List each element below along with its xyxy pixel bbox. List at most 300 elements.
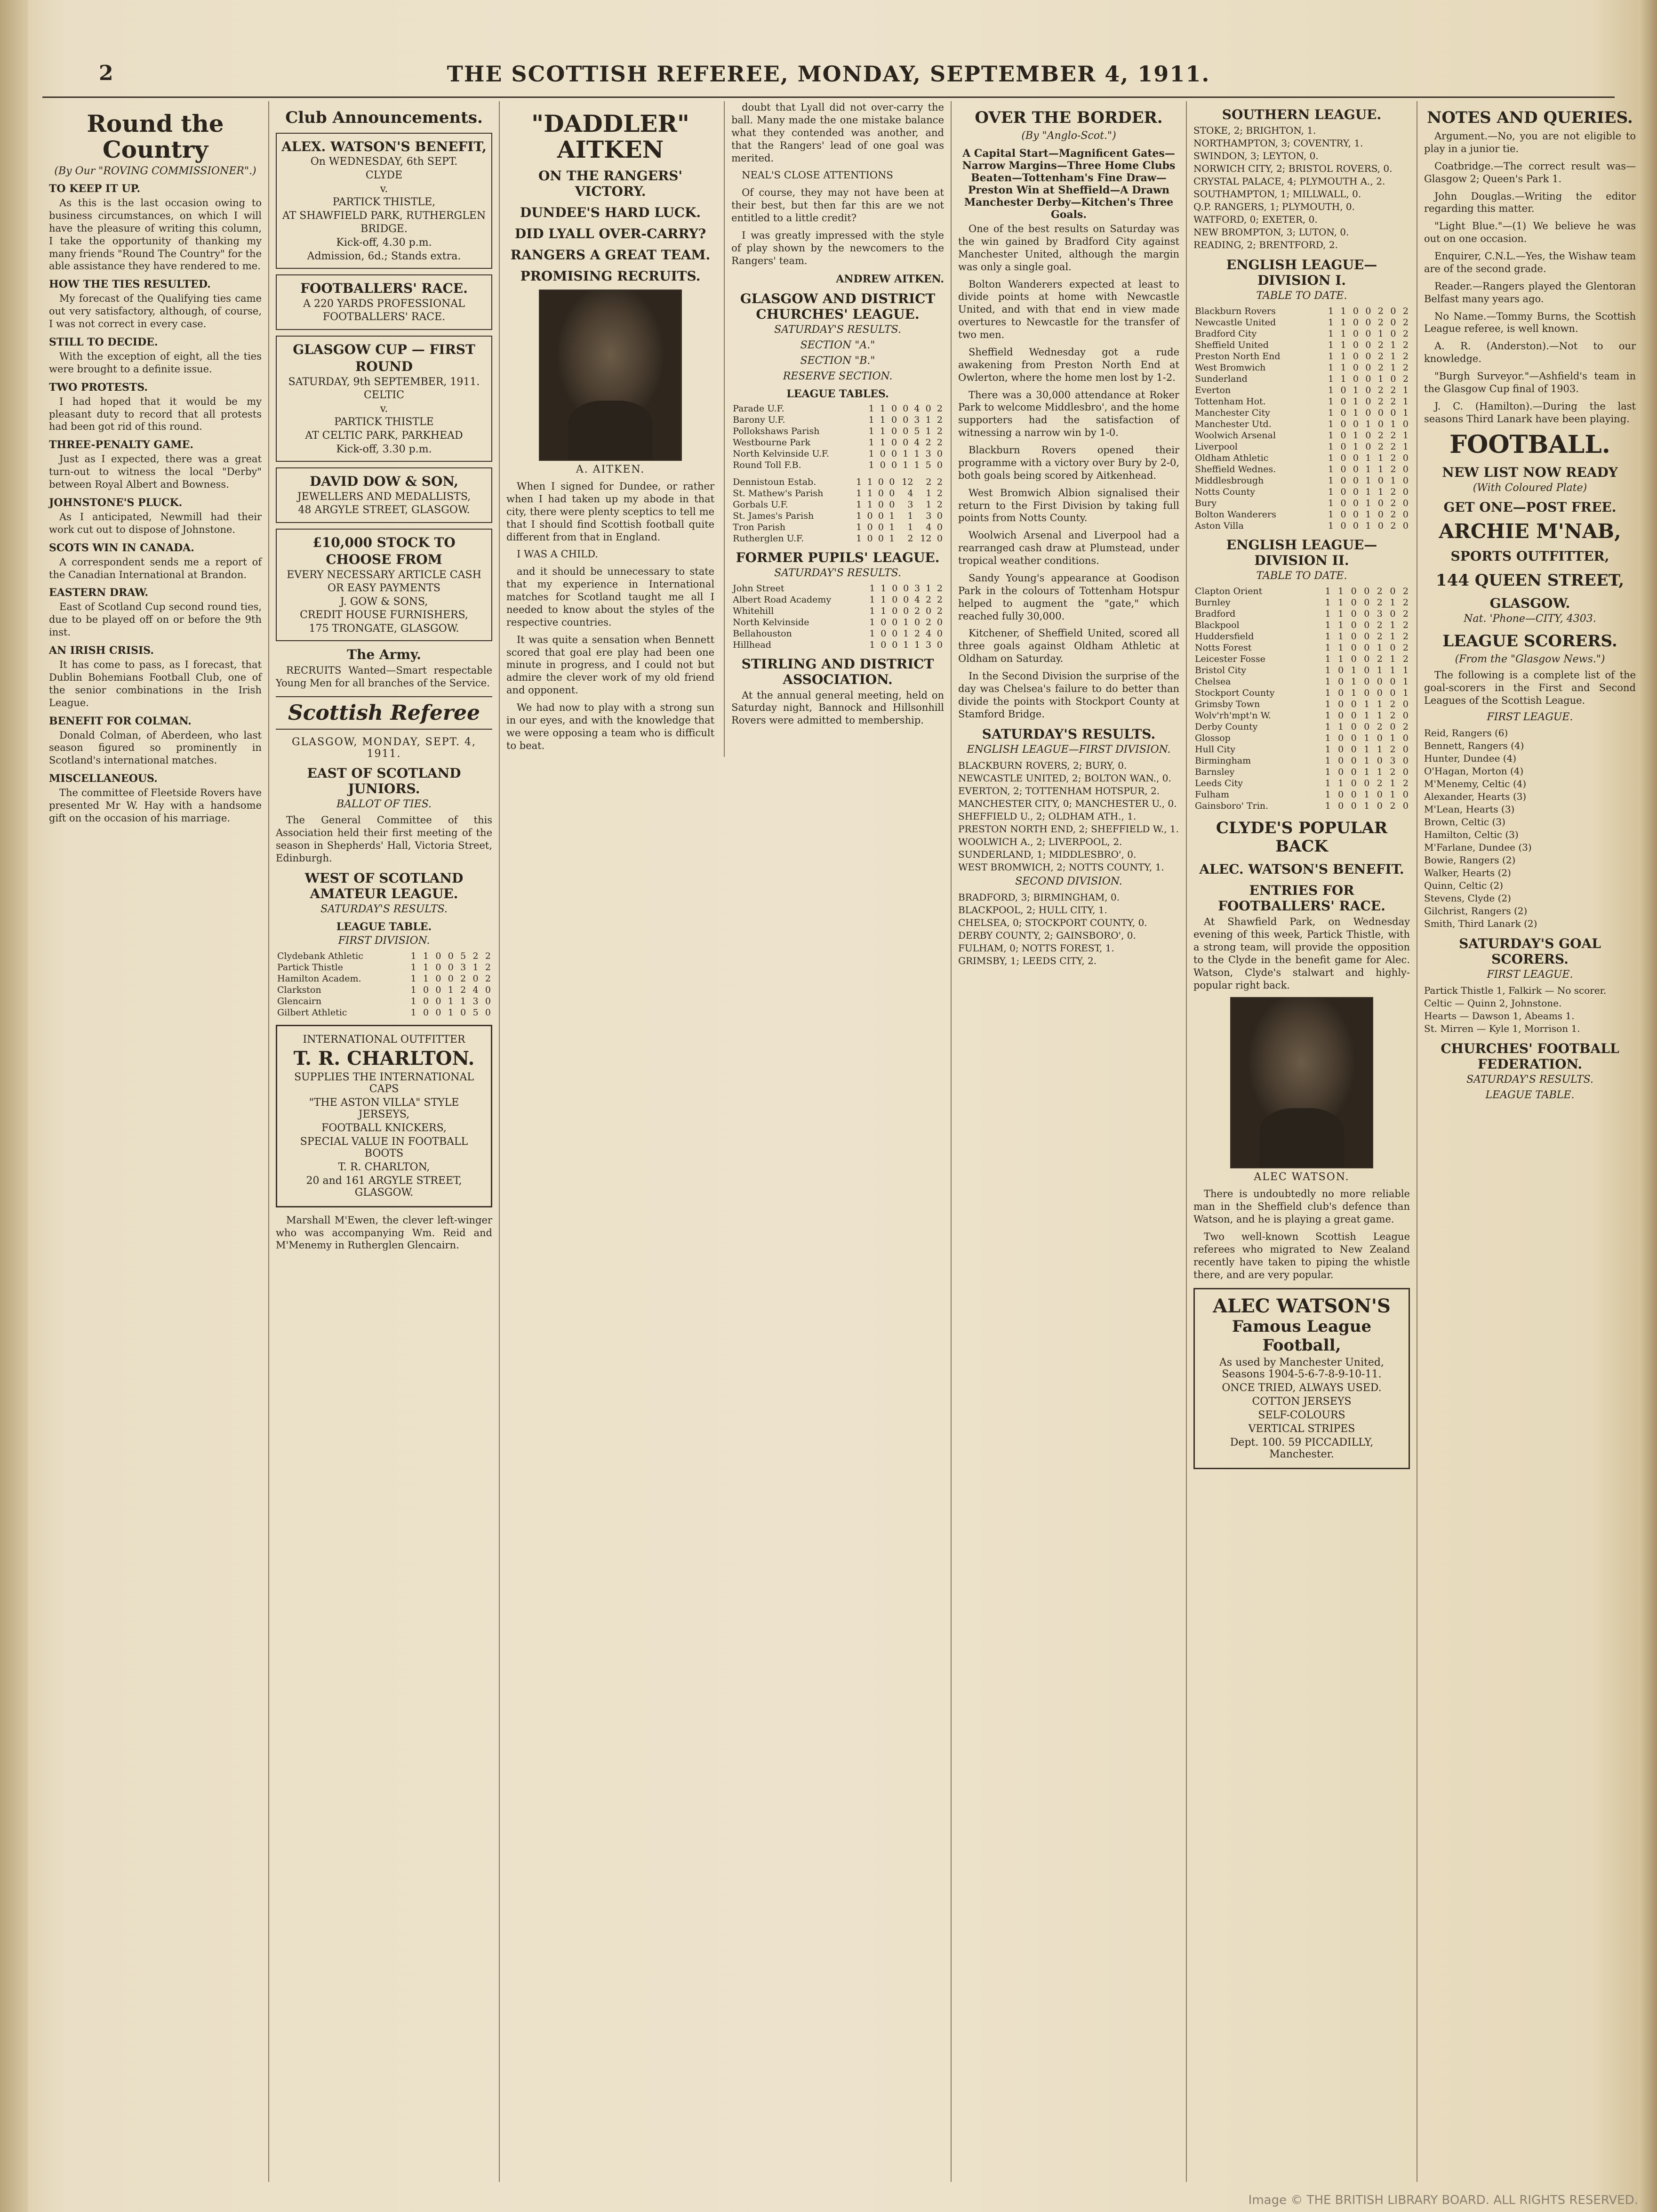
stat-cell: 2 [1402, 654, 1409, 664]
stat-cell: 0 [1351, 789, 1357, 800]
table-row [731, 594, 944, 605]
stat-cell: 0 [937, 617, 943, 627]
stat-cell: 0 [1365, 329, 1371, 339]
stat-cell: 0 [1402, 710, 1409, 721]
stat-cell: 0 [1353, 306, 1359, 316]
stat-cell: 0 [1402, 744, 1409, 755]
army-heading: The Army. [347, 647, 421, 663]
column-over-the-border [951, 101, 1186, 2182]
aitken-subtitle: ON THE RANGERS' VICTORY. [538, 168, 683, 199]
table-row [1193, 778, 1410, 789]
table-row [1193, 385, 1410, 396]
stat-cell: 1 [868, 403, 874, 414]
team-cell: Albert Road Academy [733, 594, 832, 605]
stat-cell: 0 [1364, 609, 1370, 619]
team-cell: Leeds City [1195, 778, 1243, 788]
stat-cell: 1 [914, 459, 920, 470]
stat-cell: 1 [1340, 329, 1346, 339]
article-paragraph: Of course, they may not have been at their best, but then far this are we not entitled to a little credit? [731, 187, 944, 224]
stat-cell: 4 [472, 984, 479, 995]
stat-cell: 0 [878, 510, 884, 521]
stat-cell: 1 [1328, 329, 1334, 339]
stat-cell: 5 [925, 459, 931, 470]
stat-cell: 1 [869, 583, 875, 594]
stat-cell: 0 [1402, 464, 1409, 475]
stat-cell: 1 [1377, 767, 1383, 777]
team-cell: St. Mathew's Parish [733, 488, 824, 499]
stat-cell: 1 [869, 617, 875, 627]
announcement-line: J. GOW & SONS, [340, 595, 428, 608]
stat-cell: 0 [1353, 374, 1359, 384]
stat-cell: 0 [1377, 498, 1384, 508]
team-cell: Middlesbrough [1195, 475, 1264, 486]
table-row [1193, 509, 1410, 520]
stat-cell: 1 [1390, 789, 1396, 800]
table-row [1193, 486, 1410, 498]
section-text: My forecast of the Qualifying ties came out very satisfactory, although, of course, I was not correct in every case. [49, 293, 262, 330]
stat-cell: 1 [925, 426, 931, 436]
stat-cell: 1 [1353, 442, 1359, 452]
table-row [276, 996, 492, 1007]
stat-cell: 0 [903, 403, 909, 414]
stat-cell: 2 [1377, 306, 1384, 316]
stat-cell: 1 [1364, 699, 1370, 709]
southern-heading: SOUTHERN LEAGUE. [1222, 107, 1382, 122]
stat-cell: 1 [1402, 442, 1409, 452]
note-entry: A. R. (Anderston).—Not to our knowledge. [1424, 340, 1636, 365]
table-row [276, 950, 492, 962]
stat-cell: 0 [460, 1007, 466, 1018]
stat-cell: 1 [1325, 643, 1331, 653]
table-row [1193, 687, 1410, 699]
div1-table [1193, 306, 1410, 531]
announcement-box [276, 529, 492, 642]
column-aitken [499, 101, 951, 2182]
stat-cell: 0 [891, 437, 897, 448]
stat-cell: 0 [892, 639, 898, 650]
stat-cell: 0 [423, 1007, 429, 1018]
stat-cell: 0 [1340, 521, 1346, 531]
table-row [1193, 597, 1410, 608]
stat-cell: 1 [1365, 453, 1371, 463]
article-paragraph: In the Second Division the surprise of the day was Chelsea's failure to do better than divide the points with Stockport County at Stamford Bridge. [958, 670, 1179, 720]
stat-cell: 1 [880, 437, 886, 448]
stat-cell: 1 [1325, 597, 1331, 608]
stat-cell: 1 [1390, 665, 1396, 676]
stat-cell: 1 [1338, 654, 1344, 664]
result-line: CRYSTAL PALACE, 4; PLYMOUTH A., 2. [1193, 176, 1385, 187]
stat-cell: 0 [878, 488, 884, 499]
referee-date: GLASGOW, MONDAY, SEPT. 4, 1911. [292, 736, 476, 760]
note-entry: John Douglas.—Writing the editor regarding this matter. [1424, 190, 1636, 215]
stat-cell: 0 [1390, 586, 1396, 596]
stat-cell: 0 [1377, 509, 1384, 520]
team-cell: St. James's Parish [733, 510, 814, 521]
stat-cell: 2 [1390, 767, 1396, 777]
stat-cell: 1 [903, 617, 909, 627]
stat-cell: 1 [1390, 351, 1396, 362]
stat-cell: 1 [903, 639, 909, 650]
announcement-line: AT SHAWFIELD PARK, RUTHERGLEN BRIDGE. [282, 209, 486, 235]
stat-cell: 0 [1390, 329, 1396, 339]
stat-cell: 1 [1325, 733, 1331, 743]
over-border-title: OVER THE BORDER. [975, 108, 1163, 127]
stat-cell: 2 [1402, 722, 1409, 732]
announcement-line: PARTICK THISTLE [334, 416, 434, 428]
stat-cell: 1 [1328, 453, 1334, 463]
stat-cell: 1 [1402, 408, 1409, 418]
team-cell: Preston North End [1195, 351, 1281, 362]
team-cell: Bellahouston [733, 628, 792, 639]
deck-2: DID LYALL OVER-CARRY? [514, 226, 706, 241]
east-juniors-text: The General Committee of this Association held their first meeting of the season in Shepherds' Hall, Victoria Street, Edinburgh. [276, 814, 492, 864]
stat-cell: 1 [1325, 744, 1331, 755]
stat-cell: 0 [1402, 789, 1409, 800]
stat-cell: 1 [1402, 396, 1409, 407]
stat-cell: 0 [1351, 643, 1357, 653]
stat-cell: 0 [1338, 767, 1344, 777]
stat-cell: 1 [881, 605, 887, 616]
table-row [1193, 464, 1410, 475]
stat-cell: 1 [868, 414, 874, 425]
entries-text: At Shawfield Park, on Wednesday evening of this week, Partick Thistle, with a strong team, will provide the opposition to the Clyde in the benefit game for Alec. Watson, Clyde's stalwart and highly-popular right back. [1193, 916, 1410, 991]
stat-cell: 0 [1340, 408, 1346, 418]
stat-cell: 1 [856, 522, 862, 532]
stat-cell: 0 [1377, 733, 1383, 743]
stat-cell: 2 [1377, 396, 1384, 407]
outfitter-line: SPECIAL VALUE IN FOOTBALL BOOTS [300, 1135, 468, 1159]
stat-cell: 0 [448, 962, 454, 973]
stat-cell: 1 [1377, 699, 1383, 709]
stat-cell: 5 [472, 1007, 479, 1018]
result-line: BLACKBURN ROVERS, 2; BURY, 0. [958, 759, 1127, 771]
article-paragraph: I was greatly impressed with the style of play shown by the newcomers to the Rangers' team. [731, 229, 944, 266]
table-row [731, 639, 944, 651]
stat-cell: 1 [1340, 306, 1346, 316]
stat-cell: 2 [914, 628, 921, 639]
stat-cell: 0 [1377, 521, 1384, 531]
stat-cell: 1 [1402, 430, 1409, 441]
outfitter-ad [276, 1025, 492, 1207]
stat-cell: 0 [1364, 722, 1370, 732]
stat-cell: 0 [448, 973, 454, 984]
announcement-title: DAVID DOW & SON, [310, 474, 458, 490]
results-heading: SATURDAY'S RESULTS. [982, 726, 1156, 742]
stat-cell: 2 [925, 437, 931, 448]
goal-line: Celtic — Quinn 2, Johnstone. [1424, 997, 1562, 1009]
scorer-line: M'Farlane, Dundee (3) [1424, 842, 1532, 853]
masthead: THE SCOTTISH REFEREE, MONDAY, SEPTEMBER 4, 1911. [447, 61, 1210, 87]
stat-cell: 1 [1390, 620, 1396, 630]
stat-cell: 2 [1390, 710, 1396, 721]
result-line: NEWCASTLE UNITED, 2; BOLTON WAN., 0. [958, 772, 1171, 784]
stat-cell: 3 [925, 448, 931, 459]
stat-cell: 0 [903, 605, 909, 616]
stat-cell: 0 [1390, 609, 1396, 619]
football-sub2: (With Coloured Plate) [1473, 482, 1587, 494]
stat-cell: 0 [485, 984, 491, 995]
result-line: BLACKPOOL, 2; HULL CITY, 1. [958, 904, 1107, 916]
announcement-line: Kick-off, 3.30 p.m. [336, 443, 432, 455]
team-cell: Manchester Utd. [1195, 419, 1272, 429]
churches-heading: GLASGOW AND DISTRICT CHURCHES' LEAGUE. [740, 290, 936, 322]
stat-cell: 1 [1353, 385, 1359, 395]
stat-cell: 0 [1377, 789, 1383, 800]
watson-text: There is undoubtedly no more reliable man in the Sheffield club's defence than Watson, and he is playing a great game. [1193, 1188, 1410, 1225]
section-heading: EASTERN DRAW. [49, 587, 149, 599]
stat-cell: 0 [1390, 722, 1396, 732]
stat-cell: 0 [1338, 801, 1344, 811]
stat-cell: 1 [1377, 487, 1384, 497]
stat-cell: 0 [1340, 464, 1346, 475]
stat-cell: 2 [1402, 374, 1409, 384]
article-paragraph: One of the best results on Saturday was the win gained by Bradford City against Manchester United, although the margin was only a single goal. [958, 223, 1179, 273]
result-line: SHEFFIELD U., 2; OLDHAM ATH., 1. [958, 810, 1137, 822]
over-border-byline: (By "Anglo-Scot.") [1021, 130, 1116, 142]
stat-cell: 1 [889, 522, 895, 532]
deck-3: RANGERS A GREAT TEAM. [510, 247, 711, 263]
scorer-line: Hunter, Dundee (4) [1424, 753, 1517, 764]
stat-cell: 4 [914, 437, 920, 448]
stat-cell: 1 [1402, 665, 1409, 676]
goal-line: Partick Thistle 1, Falkirk — No scorer. [1424, 985, 1607, 997]
stat-cell: 1 [1328, 430, 1334, 441]
stat-cell: 1 [1377, 710, 1383, 721]
stat-cell: 0 [448, 950, 454, 961]
table-row [731, 488, 944, 499]
team-cell: North Kelvinside [733, 617, 809, 627]
aitken-article [506, 101, 944, 757]
stat-cell: 0 [1351, 609, 1357, 619]
stat-cell: 2 [937, 583, 943, 594]
stat-cell: 0 [1351, 778, 1357, 788]
stat-cell: 0 [937, 533, 943, 544]
team-cell: Bradford City [1195, 329, 1257, 339]
stat-cell: 0 [889, 499, 895, 510]
stat-cell: 1 [1390, 733, 1396, 743]
team-cell: Huddersfield [1195, 631, 1254, 642]
stat-cell: 0 [1353, 487, 1359, 497]
section-b: SECTION "B." [800, 354, 875, 367]
scorer-line: Walker, Hearts (2) [1424, 867, 1511, 879]
announcement-line: v. [380, 402, 388, 415]
stat-cell: 2 [460, 973, 466, 984]
result-line: NORTHAMPTON, 3; COVENTRY, 1. [1193, 137, 1363, 149]
stat-cell: 0 [892, 605, 898, 616]
stat-cell: 1 [1390, 475, 1396, 486]
stat-cell: 0 [1402, 521, 1409, 531]
stat-cell: 1 [1364, 767, 1370, 777]
stat-cell: 1 [1325, 665, 1331, 676]
stat-cell: 0 [435, 950, 441, 961]
stat-cell: 1 [423, 962, 429, 973]
stat-cell: 0 [867, 510, 873, 521]
column-round-the-country [42, 101, 268, 2182]
stat-cell: 1 [1364, 710, 1370, 721]
aitken-signature: ANDREW AITKEN. [836, 273, 944, 285]
team-cell: Aston Villa [1195, 521, 1244, 531]
article-paragraph: Sheffield Wednesday got a rude awakening from Preston North End at Owlerton, where the home men lost by 1-2. [958, 346, 1179, 383]
stat-cell: 0 [867, 522, 873, 532]
team-cell: North Kelvinside U.F. [733, 448, 830, 459]
section-a: SECTION "A." [800, 339, 875, 351]
stat-cell: 2 [925, 617, 932, 627]
team-cell: Oldham Athletic [1195, 453, 1269, 463]
div2-heading: ENGLISH LEAGUE—DIVISION II. [1226, 537, 1377, 568]
stat-cell: 5 [460, 950, 466, 961]
stat-cell: 0 [1351, 733, 1357, 743]
scorer-line: Quinn, Celtic (2) [1424, 880, 1504, 892]
stat-cell: 0 [1351, 710, 1357, 721]
results-list [958, 759, 1179, 874]
stat-cell: 0 [435, 973, 441, 984]
note-entry: Enquirer, C.N.L.—Yes, the Wishaw team are of the second grade. [1424, 250, 1636, 274]
table-row [1193, 699, 1410, 710]
section-text: As this is the last occasion owing to business circumstances, on which I will have the pleasure of writing this column, I take the opportunity of thanking my many friends "Round The Country" for the able assistance they have rendered to me. [49, 197, 262, 272]
announcement-title: £10,000 STOCK TO CHOOSE FROM [312, 534, 456, 568]
table-row [1193, 608, 1410, 619]
table-row [1193, 789, 1410, 800]
stat-cell: 0 [892, 583, 898, 594]
stat-cell: 1 [1328, 340, 1334, 350]
stat-cell: 2 [1377, 620, 1383, 630]
table-row [1193, 306, 1410, 317]
wsa-league-table [276, 950, 492, 1018]
left-edge-stain [0, 0, 28, 2212]
section-heading: HOW THE TIES RESULTED. [49, 278, 211, 291]
stat-cell: 0 [1390, 374, 1396, 384]
announcement-line: AT CELTIC PARK, PARKHEAD [305, 429, 463, 442]
stat-cell: 2 [937, 476, 943, 487]
stat-cell: 1 [856, 476, 862, 487]
table-row [1193, 676, 1410, 687]
stat-cell: 0 [878, 499, 884, 510]
stat-cell: 0 [1365, 430, 1371, 441]
stat-cell: 1 [889, 533, 895, 544]
announcement-line: CREDIT HOUSE FURNISHERS, [300, 609, 468, 621]
stat-cell: 0 [1340, 442, 1346, 452]
outfitter-lines [283, 1071, 485, 1199]
stat-cell: 1 [1402, 385, 1409, 395]
table-row [1193, 520, 1410, 531]
announcement-line: SATURDAY, 9th SEPTEMBER, 1911. [288, 376, 480, 388]
stat-cell: 0 [1402, 509, 1409, 520]
stat-cell: 0 [937, 628, 943, 639]
stat-cell: 1 [1365, 475, 1371, 486]
table-row [1193, 351, 1410, 362]
stat-cell: 0 [903, 583, 909, 594]
outfitter-line: FOOTBALL KNICKERS, [321, 1122, 447, 1134]
table-row [731, 510, 944, 522]
football-heading: FOOTBALL. [1449, 430, 1610, 459]
stat-cell: 2 [1390, 396, 1396, 407]
stat-cell: 0 [423, 984, 429, 995]
stat-cell: 1 [410, 962, 416, 973]
stat-cell: 1 [1340, 351, 1346, 362]
scorer-line: Alexander, Hearts (3) [1424, 791, 1527, 803]
results-sub: ENGLISH LEAGUE—FIRST DIVISION. [967, 743, 1171, 756]
scorer-line: Smith, Third Lanark (2) [1424, 918, 1537, 930]
announcement-title: GLASGOW CUP — FIRST ROUND [293, 341, 475, 375]
stat-cell: 0 [937, 522, 943, 532]
table-row [731, 426, 944, 437]
scorers-list [1424, 727, 1636, 930]
stat-cell: 1 [1377, 744, 1383, 755]
stat-cell: 0 [1402, 733, 1409, 743]
stat-cell: 2 [1377, 722, 1383, 732]
scorers-text: The following is a complete list of the goal-scorers in the First and Second Leagues of the Scottish League. [1424, 669, 1636, 706]
fp-sub: SATURDAY'S RESULTS. [774, 567, 901, 579]
table-row [1193, 665, 1410, 676]
table-row [1193, 721, 1410, 732]
stat-cell: 1 [1338, 631, 1344, 642]
churches-fed-table: LEAGUE TABLE. [1485, 1089, 1575, 1102]
stat-cell: 1 [1351, 665, 1357, 676]
stat-cell: 0 [1340, 430, 1346, 441]
stat-cell: 1 [868, 426, 874, 436]
stat-cell: 1 [1328, 396, 1334, 407]
stat-cell: 2 [1402, 643, 1409, 653]
stat-cell: 0 [1377, 475, 1384, 486]
note-entry: J. C. (Hamilton).—During the last seasons Third Lanark have been playing. [1424, 400, 1636, 425]
stat-cell: 3 [1377, 609, 1383, 619]
stat-cell: 0 [891, 403, 897, 414]
stat-cell: 3 [925, 639, 932, 650]
stat-cell: 0 [1351, 744, 1357, 755]
stat-cell: 0 [903, 426, 909, 436]
fp-table [731, 583, 944, 651]
table-row [1193, 430, 1410, 441]
stat-cell: 2 [907, 533, 913, 544]
scorers-list-head: FIRST LEAGUE. [1487, 711, 1573, 724]
stat-cell: 0 [914, 617, 921, 627]
stat-cell: 4 [925, 628, 932, 639]
stat-cell: 2 [1377, 442, 1384, 452]
archie-city: GLASGOW. [1489, 595, 1570, 611]
stat-cell: 2 [485, 973, 491, 984]
table-row [276, 973, 492, 984]
stat-cell: 4 [914, 403, 920, 414]
stat-cell: 1 [1390, 631, 1396, 642]
stat-cell: 0 [892, 628, 898, 639]
stat-cell: 1 [1325, 778, 1331, 788]
stat-cell: 0 [472, 973, 479, 984]
ad-line: COTTON JERSEYS [1252, 1395, 1352, 1408]
stat-cell: 0 [878, 476, 884, 487]
goal-list [1424, 984, 1636, 1035]
team-cell: Glencairn [277, 996, 322, 1006]
article-paragraph: Sandy Young's appearance at Goodison Park in the colours of Tottenham Hotspur helped to augment the "gate," which reached fully 30,000. [958, 572, 1179, 622]
article-paragraph: There was a 30,000 attendance at Roker Park to welcome Middlesbro', and the home supporters had the satisfaction of witnessing a narrow win by 1-0. [958, 389, 1179, 439]
result-line: GRIMSBY, 1; LEEDS CITY, 2. [958, 955, 1097, 966]
page-header [28, 61, 1629, 94]
stat-cell: 2 [1390, 744, 1396, 755]
team-cell: Clarkston [277, 984, 321, 995]
team-cell: Bradford [1195, 609, 1236, 619]
team-cell: Fulham [1195, 789, 1230, 800]
team-cell: Bolton Wanderers [1195, 509, 1276, 520]
stat-cell: 1 [1325, 801, 1331, 811]
stat-cell: 0 [1377, 756, 1383, 766]
stat-cell: 1 [1351, 688, 1357, 698]
table-row [1193, 744, 1410, 755]
stat-cell: 1 [1328, 521, 1334, 531]
stat-cell: 1 [867, 476, 873, 487]
section-text: As I anticipated, Newmill had their work cut out to dispose of Johnstone. [49, 511, 262, 535]
stat-cell: 0 [1338, 699, 1344, 709]
east-juniors-sub: BALLOT OF TIES. [336, 798, 432, 811]
announcement-line: CELTIC [364, 389, 404, 402]
